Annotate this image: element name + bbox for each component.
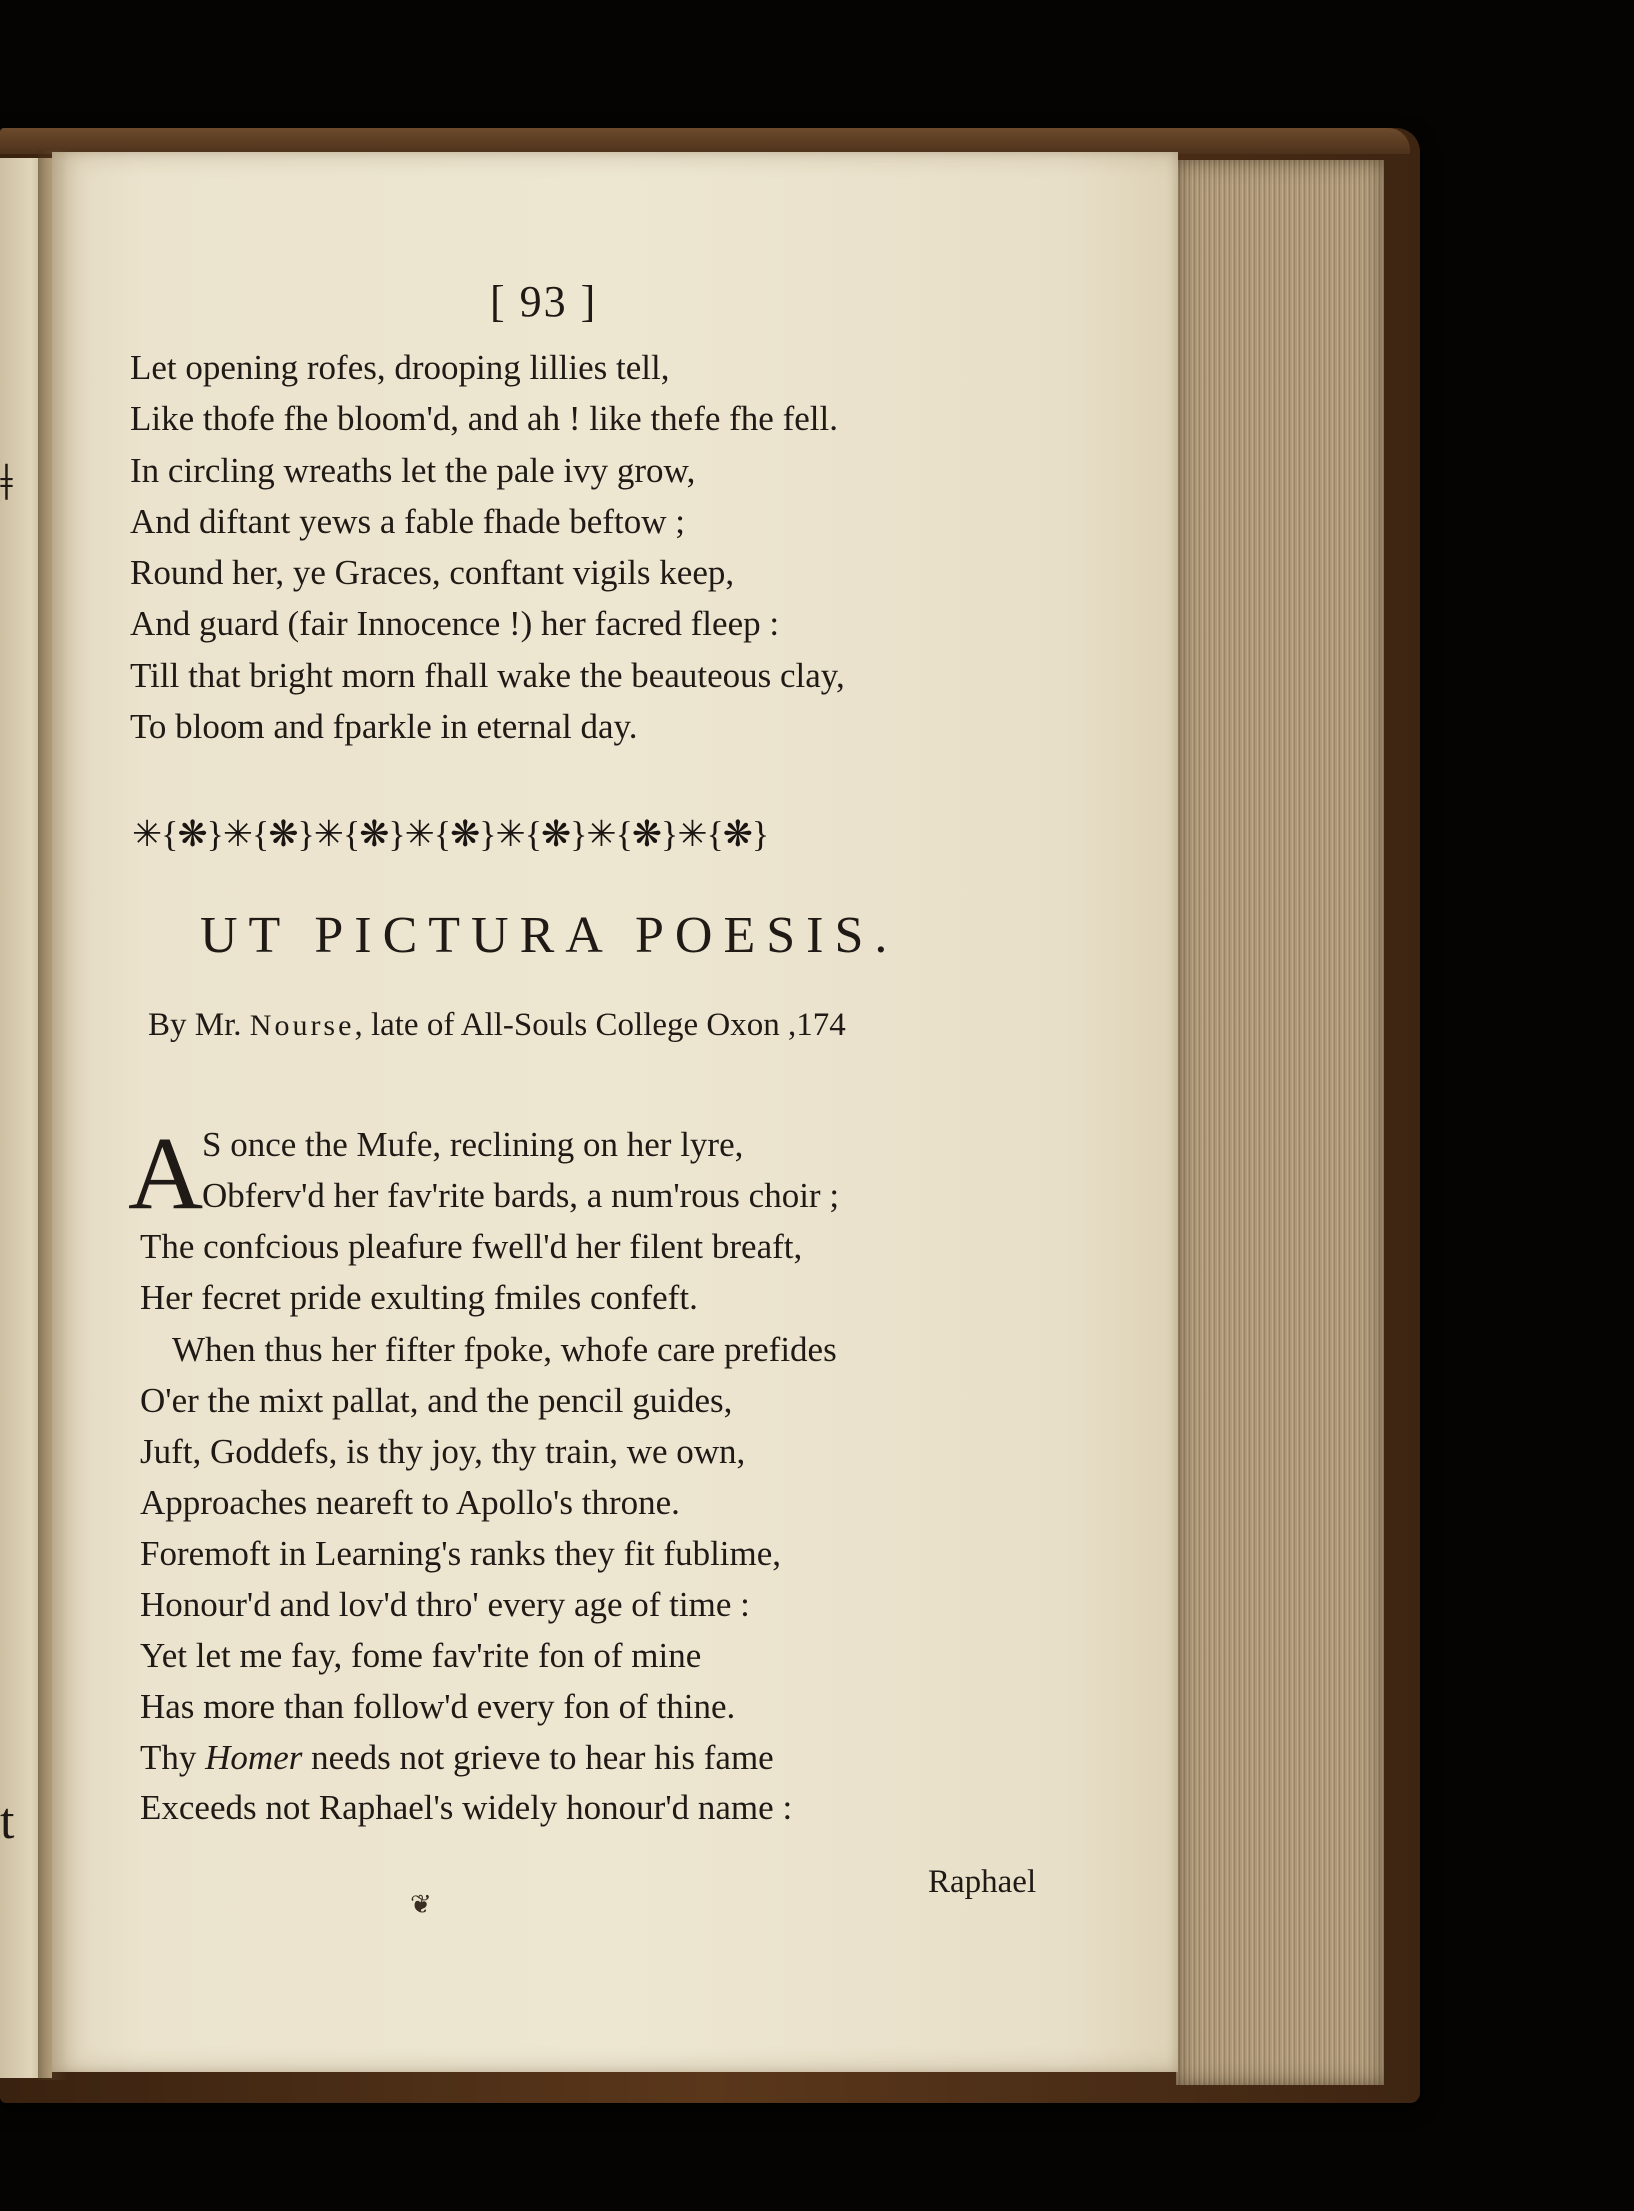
page-number: [ 93 ] — [490, 277, 598, 326]
verse-line: In circling wreaths let the pale ivy grow, — [130, 451, 696, 490]
verse-line: Obferv'd her fav'rite bards, a num'rous choir ; — [202, 1176, 840, 1215]
stray-ink-mark: ❦ — [410, 1890, 432, 1919]
verse-fragment: Thy — [140, 1738, 206, 1777]
catchword: Raphael — [928, 1864, 1037, 1900]
verse-line: To bloom and fparkle in eternal day. — [130, 707, 638, 746]
verse-line: And guard (fair Innocence !) her facred fleep : — [130, 604, 780, 643]
poem-title: UT PICTURA POESIS. — [200, 907, 899, 964]
verse-line: Like thofe fhe bloom'd, and ah ! like thefe fhe fell. — [130, 399, 838, 438]
verse-line: Till that bright morn fhall wake the beauteous clay, — [130, 656, 845, 695]
verse-line: Round her, ye Graces, conftant vigils keep, — [130, 553, 735, 592]
byline — [148, 1009, 846, 1042]
page-block-fore-edge — [1176, 160, 1384, 2085]
verse-fragment: needs not grieve to hear his fame — [302, 1738, 774, 1777]
verse-line: Has more than follow'd every fon of thine. — [140, 1687, 736, 1726]
ornamental-divider: ✳{❋}✳{❋}✳{❋}✳{❋}✳{❋}✳{❋}✳{❋} — [132, 814, 769, 854]
verse-line: When thus her fifter fpoke, whofe care prefides — [172, 1330, 837, 1369]
verse-line: The confcious pleafure fwell'd her filent breaft, — [140, 1227, 803, 1266]
verse-line: Approaches neareft to Apollo's throne. — [140, 1483, 680, 1522]
verse-line: Honour'd and lov'd thro' every age of time : — [140, 1585, 750, 1624]
italic-name-homer: Homer — [205, 1738, 303, 1777]
verse-line: Juft, Goddefs, is thy joy, thy train, we own, — [140, 1432, 746, 1471]
left-page-glyph: ǂ — [0, 455, 13, 512]
verse-line: And diftant yews a fable fhade beftow ; — [130, 502, 685, 541]
verse-line: O'er the mixt pallat, and the pencil guides, — [140, 1381, 733, 1420]
verse-line: Foremoft in Learning's ranks they fit fublime, — [140, 1534, 782, 1573]
cover-top-edge — [0, 128, 1410, 154]
author-name: Nourse — [249, 1009, 355, 1042]
verse-line: Let opening rofes, drooping lillies tell, — [130, 348, 670, 387]
verse-line: Exceeds not Raphael's widely honour'd name : — [140, 1788, 793, 1827]
left-page-glyph: t — [0, 1793, 15, 1850]
verse-line: Yet let me fay, fome fav'rite fon of mine — [140, 1636, 702, 1675]
verse-line: S once the Mufe, reclining on her lyre, — [202, 1125, 744, 1164]
book-page — [52, 152, 1178, 2072]
verse-line — [140, 1740, 774, 1775]
drop-cap: A — [128, 1116, 204, 1231]
verse-line: Her fecret pride exulting fmiles confeft. — [140, 1278, 698, 1317]
book-gutter-shadow — [38, 150, 68, 2080]
byline-suffix: , late of All-Souls College Oxon ,174 — [354, 1007, 846, 1043]
byline-prefix: By Mr. — [148, 1007, 250, 1043]
